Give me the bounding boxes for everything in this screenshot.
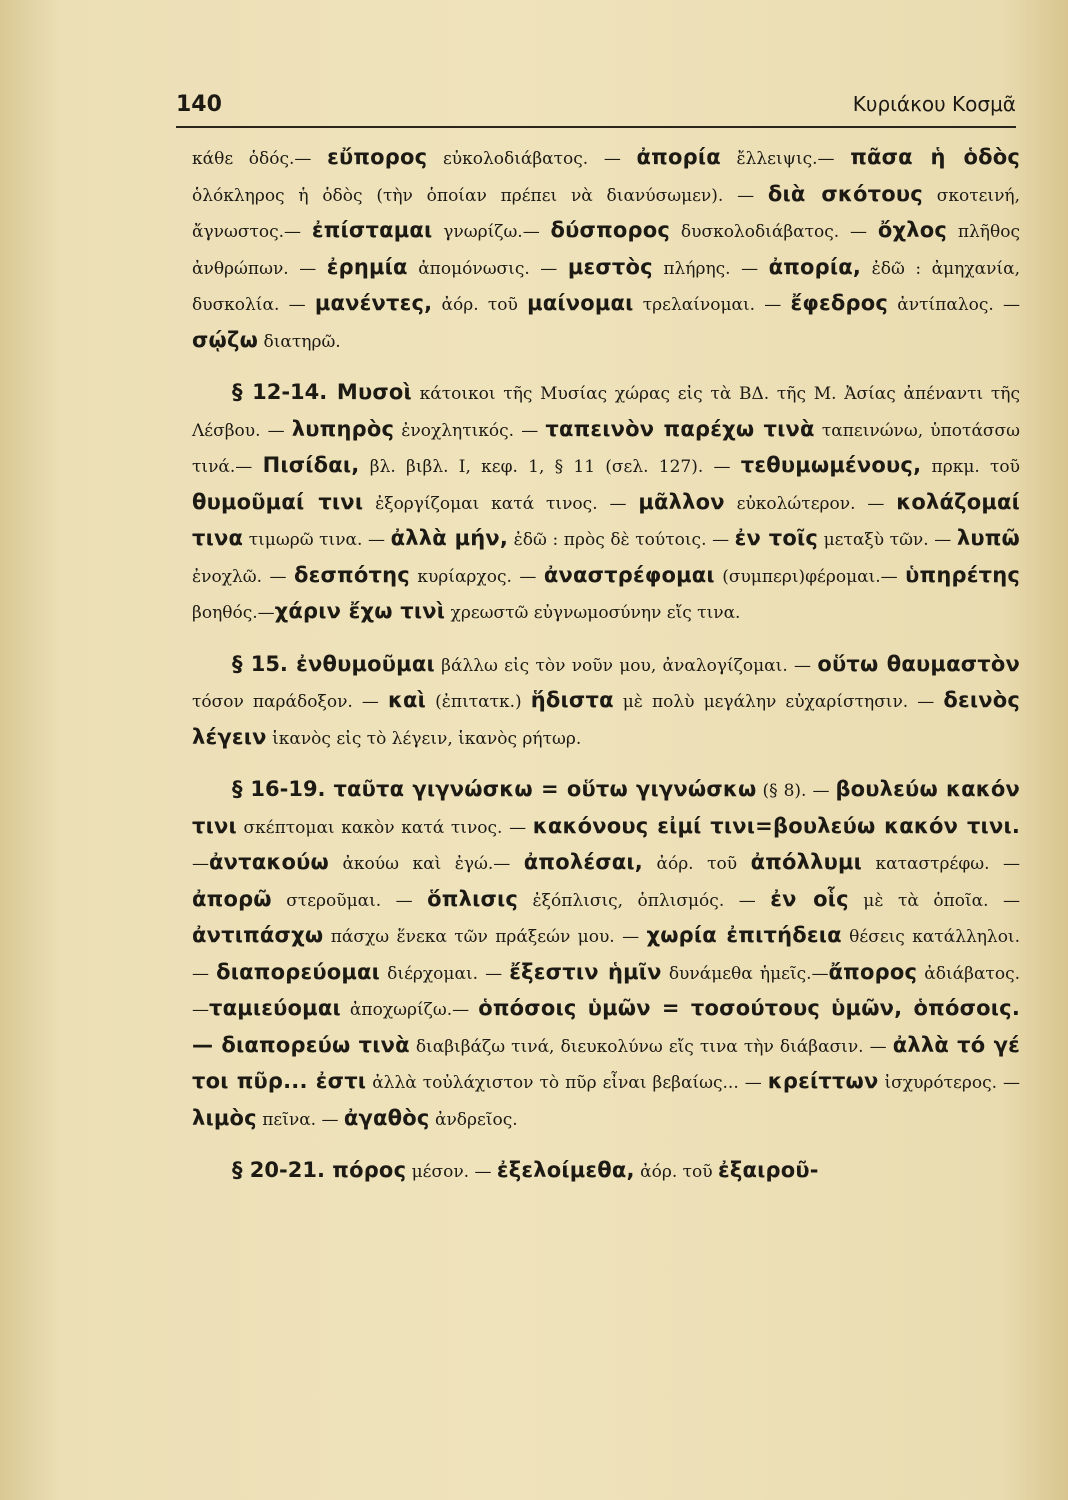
definition-text: βάλλω εἰς τὸν νοῦν μου, ἀναλογίζομαι. —	[434, 655, 818, 676]
definition-text: διαβιβάζω τινά, διευκολύνω εἴς τινα τὴν διάβασιν. —	[409, 1036, 893, 1057]
definition-text: ἐδῶ : ἀμηχανία, δυσκολία. —	[192, 258, 1021, 315]
lemma-term: βουλεύω κακόν τινι	[192, 777, 1020, 838]
lemma-term: δεινὸς λέγειν	[192, 688, 1021, 749]
definition-text: γνωρίζω.—	[432, 222, 551, 242]
definition-text: μεταξὺ τῶν. —	[818, 530, 957, 550]
lemma-term: λυπῶ	[956, 526, 1020, 550]
lemma-term: κρείττων	[767, 1069, 879, 1093]
definition-text: ταπεινώνω, ὑποτάσσω τινά.—	[192, 420, 1020, 477]
definition-text: ἔλλειψις.—	[720, 149, 851, 169]
definition-text: θέσεις κατάλληλοι. —	[192, 927, 1021, 984]
lemma-term: σῴζω	[192, 327, 259, 352]
lemma-term: ἀντακούω	[209, 850, 329, 874]
lemma-term: ἐνθυμοῦμαι	[296, 651, 435, 676]
paragraph-section-12-14	[192, 375, 1020, 631]
lemma-term: ὅπλισις	[427, 886, 519, 911]
definition-text: ἀκούω καὶ ἐγώ.—	[328, 854, 524, 874]
definition-text: τρελαίνομαι. —	[633, 295, 791, 315]
lemma-term: κολάζομαί τινα	[192, 489, 1021, 550]
lemma-term: μᾶλλον	[638, 489, 725, 514]
lemma-term: πᾶσα ἡ ὁδὸς	[850, 145, 1020, 169]
definition-text: ἀντίπαλος. —	[888, 295, 1020, 315]
definition-text: ἐξοργίζομαι κατά τινος. —	[363, 493, 639, 514]
definition-text: (ἐπιτατκ.)	[426, 692, 531, 712]
page-number: 140	[176, 92, 222, 117]
definition-text: ἐνοχλῶ. —	[192, 566, 294, 587]
section-marker: § 12-14.	[232, 380, 337, 404]
lemma-term: μαίνομαι	[527, 291, 634, 315]
definition-text: ἐδῶ : πρὸς δὲ τούτοις. —	[508, 530, 735, 550]
lemma-term: ἀπορία,	[768, 254, 862, 279]
lemma-term: μανέντες,	[314, 291, 433, 315]
page-header	[176, 92, 1016, 126]
definition-text: σκέπτομαι κακὸν κατά τινος. —	[236, 817, 533, 838]
lemma-term: τεθυμωμένους,	[740, 453, 922, 477]
definition-text: πλήρης. —	[652, 258, 769, 279]
lemma-term: ἀναστρέφομαι	[543, 562, 715, 587]
lemma-term: διαπορεύομαι	[216, 959, 381, 984]
definition-text: ἐξόπλισις, ὁπλισμός. —	[518, 890, 771, 911]
lemma-term: ταῦτα γιγνώσκω = οὕτω γιγνώσκω	[333, 777, 757, 801]
lemma-term: ἐν οἷς	[770, 886, 849, 911]
lemma-term: ἀπόλλυμι	[750, 850, 863, 874]
paragraph-continuation	[192, 140, 1020, 359]
lemma-term: ἐπίσταμαι	[311, 218, 433, 242]
lemma-term: δύσπορος	[550, 218, 671, 242]
header-rule	[176, 126, 1016, 128]
definition-text: ὁλόκληρος ἡ ὁδὸς (τὴν ὁποίαν πρέπει νὰ διανύσωμεν). —	[192, 185, 768, 206]
definition-text: μέσον. —	[406, 1162, 497, 1182]
definition-text: διατηρῶ.	[258, 331, 341, 352]
lemma-term: ἔξεστιν ἡμῖν	[509, 959, 662, 984]
definition-text: μὲ πολὺ μεγάλην εὐχαρίστησιν. —	[613, 692, 944, 712]
definition-text: ἀδιάβατος.—	[192, 963, 1020, 1020]
lemma-term: ἀντιπάσχω	[192, 923, 324, 947]
lemma-term: καὶ	[387, 688, 427, 712]
lemma-term: ἄπορος	[828, 959, 918, 984]
definition-text: βλ. βιβλ. I, κεφ. 1, § 11 (σελ. 127). —	[359, 457, 741, 477]
definition-text: ἀόρ. τοῦ	[634, 1162, 719, 1182]
definition-text: ἀνδρεῖος.	[429, 1109, 518, 1130]
definition-text: στεροῦμαι. —	[271, 890, 428, 911]
definition-text: κάτοικοι τῆς Μυσίας χώρας εἰς τὰ ΒΔ. τῆς Μ. Ἀσίας ἀπέναντι τῆς Λέσβου. —	[192, 384, 1021, 441]
definition-text: δυσκολοδιάβατος. —	[670, 222, 878, 242]
definition-text: μὲ τὰ ὁποῖα. —	[848, 890, 1020, 911]
lemma-term: ἐν τοῖς	[734, 526, 819, 550]
lemma-term: ἀλλὰ τό γέ τοι πῦρ... ἐστι	[192, 1032, 1020, 1093]
definition-text: δυνάμεθα ἡμεῖς.—	[661, 963, 829, 984]
section-marker: § 20-21.	[232, 1158, 333, 1182]
lemma-term: λυπηρὸς	[291, 416, 395, 441]
lemma-term: ἀπορία	[636, 145, 721, 169]
lemma-term: ἀπολέσαι,	[523, 850, 643, 874]
lemma-term: ἐξαιροῦ-	[718, 1158, 819, 1182]
lemma-term: μεστὸς	[567, 254, 653, 279]
paragraph-section-20-21	[192, 1153, 1020, 1190]
paragraph-section-16-19	[192, 772, 1020, 1137]
running-head: Κυριάκου Κοσμᾶ	[852, 92, 1016, 116]
definition-text: ἀλλὰ τοὐλάχιστον τὸ πῦρ εἶναι βεβαίως... —	[366, 1073, 768, 1093]
lemma-term: θυμοῦμαί τινι	[192, 489, 364, 514]
definition-text: ἰσχυρότερος. —	[878, 1073, 1020, 1093]
definition-text: —	[192, 854, 209, 874]
definition-text: ἀποχωρίζω.—	[340, 1000, 479, 1020]
definition-text: χρεωστῶ εὐγνωμοσύνην εἴς τινα.	[445, 603, 741, 623]
lemma-term: ἀγαθὸς	[343, 1105, 430, 1130]
lemma-term: ὄχλος	[877, 218, 948, 242]
lemma-term: ἐξελοίμεθα,	[496, 1158, 635, 1182]
lemma-term: πόρος	[332, 1158, 407, 1182]
definition-text: κάθε ὁδός.—	[192, 149, 328, 169]
definition-text: ἀόρ. τοῦ	[432, 295, 528, 315]
definition-text: πεῖνα. —	[256, 1109, 344, 1130]
lemma-term: χωρία ἐπιτήδεια	[646, 923, 842, 947]
lemma-term: χάριν ἔχω τινὶ	[274, 599, 446, 623]
commentary-body	[192, 140, 1020, 1206]
lemma-term: εὔπορος	[327, 145, 428, 169]
paragraph-section-15	[192, 647, 1020, 757]
section-marker: § 16-19.	[232, 777, 334, 801]
definition-text: κυρίαρχος. —	[409, 566, 544, 587]
definition-text: εὐκολοδιάβατος. —	[427, 149, 637, 169]
lemma-term: Πισίδαι,	[262, 453, 360, 477]
definition-text: (§ 8). —	[756, 781, 836, 801]
definition-text: εὐκολώτερον. —	[724, 493, 897, 514]
lemma-term: ἐρημία	[326, 254, 408, 279]
lemma-term: ὑπηρέτης	[905, 562, 1020, 587]
lemma-term: ταπεινὸν παρέχω τινὰ	[545, 416, 815, 441]
lemma-term: κακόνους εἰμί τινι=βουλεύω κακόν τινι.	[532, 813, 1021, 838]
definition-text: ἐνοχλητικός. —	[394, 420, 546, 441]
lemma-term: ἔφεδρος	[790, 291, 889, 315]
definition-text: τόσον παράδοξον. —	[192, 692, 388, 712]
lemma-term: Μυσοὶ	[336, 380, 412, 404]
lemma-term: λιμὸς	[192, 1105, 257, 1130]
lemma-term: ἀπορῶ	[192, 886, 272, 911]
definition-text: καταστρέφω. —	[862, 854, 1020, 874]
definition-text: σκοτεινή, ἄγνωστος.—	[192, 185, 1020, 242]
definition-text: πρκμ. τοῦ	[921, 457, 1021, 477]
definition-text: πλῆθος ἀνθρώπων. —	[192, 222, 1020, 279]
definition-text: τιμωρῶ τινα. —	[243, 530, 391, 550]
lemma-term: ἀλλὰ μήν,	[390, 526, 509, 550]
lemma-term: διὰ σκότους	[767, 181, 923, 206]
lemma-term: ταμιεύομαι	[209, 996, 341, 1020]
section-marker: § 15.	[232, 651, 297, 676]
lemma-term: οὕτω θαυμαστὸν	[817, 651, 1020, 676]
definition-text: ἱκανὸς εἰς τὸ λέγειν, ἱκανὸς ρήτωρ.	[266, 728, 582, 749]
lemma-term: δεσπότης	[293, 562, 410, 587]
definition-text: βοηθός.—	[192, 603, 275, 623]
lemma-term: ἥδιστα	[530, 688, 614, 712]
definition-text: πάσχω ἕνεκα τῶν πράξεών μου. —	[323, 927, 647, 947]
definition-text: διέρχομαι. —	[380, 963, 510, 984]
definition-text: ἀόρ. τοῦ	[642, 854, 751, 874]
lemma-term: ὁπόσοις ὑμῶν = τοσούτους ὑμῶν, ὁπόσοις. — διαπορεύω τινὰ	[192, 996, 1021, 1057]
definition-text: ἀπομόνωσις. —	[407, 258, 568, 279]
definition-text: (συμπερι)φέρομαι.—	[714, 566, 906, 587]
